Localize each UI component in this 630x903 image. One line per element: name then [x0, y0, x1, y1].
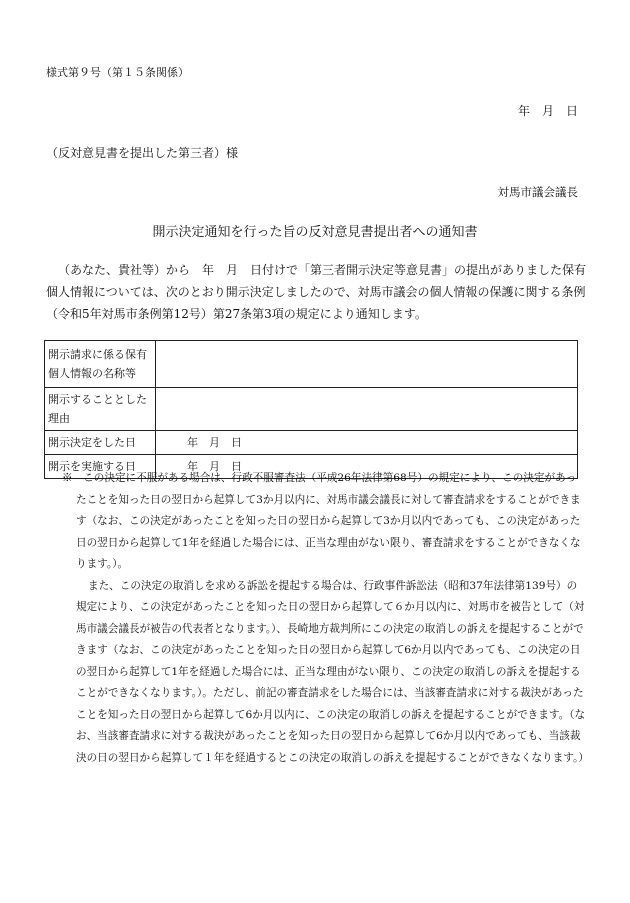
row-label-implementation-date: 開示を実施する日 — [45, 455, 156, 479]
note-appeal: ※ この決定に不服がある場合は、行政不服審査法（平成26年法律第68号）の規定により、この決定があったことを知った日の翌日から起算して3か月以内に、対馬市議会議長に対して審査請求をすることができます（なお、この決定があったことを知った日の翌日から起算して3か月以内であっても、この決定があった日の翌日から起算して1年を経過した場合には、正当な理由がない限り、審査請求をすることができなくなります。）。 — [62, 472, 581, 570]
decision-date-placeholder: 年 月 日 — [187, 436, 242, 449]
row-value-reason — [156, 388, 578, 431]
row-value-info-name — [156, 341, 578, 388]
table-row — [45, 431, 578, 455]
implementation-date-placeholder: 年 月 日 — [187, 460, 242, 473]
table-row — [45, 341, 578, 388]
sender: 対馬市議会議長 — [497, 185, 578, 199]
info-table — [44, 340, 578, 479]
row-label-info-name: 開示請求に係る保有個人情報の名称等 — [45, 341, 156, 388]
body-text: （あなた、貴社等）から 年 月 日付けで「第三者開示決定等意見書」の提出がありました保有個人情報については、次のとおり開示決定しましたので、対馬市議会の個人情報の保護に関する条例（令和5年対馬市条例第12号）第27条第3項の規定により通知します。 — [46, 263, 587, 321]
addressee: （反対意見書を提出した第三者）様 — [46, 146, 239, 160]
form-number: 様式第９号（第１５条関係） — [46, 66, 189, 79]
row-label-decision-date: 開示決定をした日 — [45, 431, 156, 455]
notes — [44, 468, 589, 769]
note-lawsuit: また、この決定の取消しを求める訴訟を提起する場合は、行政事件訴訟法（昭和37年法律第139号）の規定により、この決定があったことを知った日の翌日から起算して６か月以内に、対馬市を被告として（対馬市議会議長が被告の代表者となります。）、長崎地方裁判所にこの決定の取消しの訴えを提起することができます（なお、この決定があったことを知った日の翌日から起算して6か月以内であっても、この決定の日の翌日から起算して1年を経過した場合には、正当な理由がない限り、この決定の取消しの訴えを提起することができなくなります。）。ただし、前記の審査請求をした場合には、当該審査請求に対する裁決があったことを知った日の翌日から起算して6か月以内に、この決定の取消しの訴えを提起することができます。（なお、当該審査請求に対する裁決があったことを知った日の翌日から起算して6か月以内であっても、当該裁決の日の翌日から起算して１年を経過するとこの決定の取消しの訴えを提起することができなくなります。） — [76, 579, 589, 764]
date-placeholder: 年 月 日 — [517, 104, 578, 118]
document-title: 開示決定通知を行った旨の反対意見書提出者への通知書 — [152, 225, 478, 240]
table-row — [45, 388, 578, 431]
row-label-reason: 開示することとした理由 — [45, 388, 156, 431]
row-value-decision-date — [156, 431, 578, 455]
